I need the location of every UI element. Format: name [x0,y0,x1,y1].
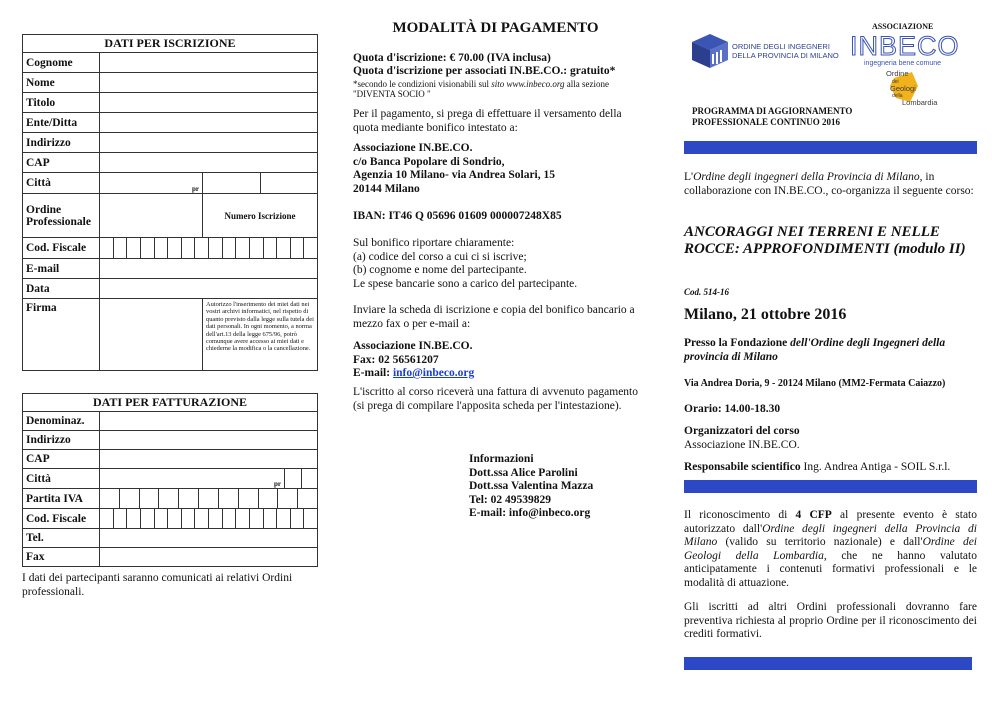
left-note: I dati dei partecipanti saranno comunicati ai relativi Ordini professionali. [22,572,293,598]
indirizzo-field[interactable] [100,133,318,153]
label-data: Data [23,279,100,299]
inbeco-logo: INBECO [850,31,960,61]
invoice-note: L'iscritto al corso riceverà una fattura di avvenuto pagamento (si prega di compilare l'apposita scheda per l'intestazione). [353,386,638,412]
label-fax: Fax [23,548,100,567]
iban: IBAN: IT46 Q 05696 01609 000007248X85 [353,210,562,222]
label-denominaz: Denominaz. [23,412,100,431]
ordine-ingegneri-logo-icon [690,34,730,68]
billing-codfiscale-field[interactable] [100,509,318,529]
citta-field[interactable] [100,173,203,194]
bank-details: Associazione IN.BE.CO. c/o Banca Popolare di Sondrio, Agenzia 10 Milano- via Andrea Solari, 15 20144 Milano [353,142,555,195]
quota-note: *secondo le condizioni visionabili sul sito www.inbeco.org alla sezione "DIVENTA SOCIO " [353,79,609,99]
registration-form [22,34,318,371]
email-link[interactable]: info@inbeco.org [392,367,475,379]
label-billing-cap: CAP [23,450,100,469]
course-date: Milano, 21 ottobre 2016 [684,306,847,323]
label-ordine: Ordine Professionale [23,194,100,238]
contact-block: Associazione IN.BE.CO. Fax: 02 56561207 E-mail: info@inbeco.org [353,340,475,379]
label-codfiscale: Cod. Fiscale [23,238,100,259]
billing-indirizzo-field[interactable] [100,431,318,450]
label-piva: Partita IVA [23,489,100,509]
privacy-text: Autorizzo l'inserimento dei miei dati nei vostri archivi informatici, nel rispetto di quanto previsto dalla legge sulla tutela dei dati personali. In ogni momento, a norma dell'art.13 della legge 675/96, potrò comunque avere accesso ai miei dati e chiederne la modifica o la cancellazione. [203,299,318,371]
programma-label: PROGRAMMA DI AGGIORNAMENTO PROFESSIONALE CONTINUO 2016 [692,106,853,127]
billing-title: DATI PER FATTURAZIONE [23,394,318,412]
ordine-field[interactable] [100,194,203,238]
quota-standard: Quota d'iscrizione: € 70.00 (IVA inclusa) [353,52,551,64]
course-orario: Orario: 14.00-18.30 [684,403,781,415]
label-billing-codfiscale: Cod. Fiscale [23,509,100,529]
label-tel: Tel. [23,529,100,548]
label-email: E-mail [23,259,100,279]
codfiscale-field[interactable] [100,238,318,259]
label-billing-indirizzo: Indirizzo [23,431,100,450]
course-intro: L'Ordine degli ingegneri della Provincia di Milano, in collaborazione con IN.BE.CO., co-organizza il seguente corso: [684,171,974,197]
geologi-logo: Ordine dei Geologi della Lombardia [886,69,938,107]
cfp-text: Il riconoscimento di 4 CFP al presente evento è stato autorizzato dall'Ordine degli ingegneri della Provincia di Milano (valido su territorio nazionale) e dall'Ordine dei Geologi della Lombardia, che ne hanno valutato anticipatamente i contenuti formativi professionali e le modalità di attuazione. [684,509,978,589]
blue-bar-bottom [684,657,972,670]
billing-citta-field[interactable] [100,469,285,489]
label-citta: Città [23,173,100,194]
course-venue: Presso la Fondazione dell'Ordine degli Ingegneri della provincia di Milano [684,337,946,363]
payment-intro: Per il pagamento, si prega di effettuare il versamento della quota mediante bonifico intestato a: [353,108,622,134]
associazione-label: ASSOCIAZIONE [872,22,934,31]
pr-label: pr [192,185,199,193]
billing-cap-field[interactable] [100,450,318,469]
ordine-ingegneri-name: ORDINE DEGLI INGEGNERI DELLA PROVINCIA DI MILANO [732,42,839,60]
label-cognome: Cognome [23,53,100,73]
ente-field[interactable] [100,113,318,133]
billing-form [22,393,318,567]
blue-bar-middle [684,480,977,493]
label-titolo: Titolo [23,93,100,113]
send-instructions: Inviare la scheda di iscrizione e copia del bonifico bancario a mezzo fax o per e-mail a: [353,304,635,330]
other-orders-text: Gli iscritti ad altri Ordini professionali dovranno fare preventiva richiesta al proprio Ordine per il riconoscimento dei crediti formativi. [684,601,977,640]
label-nome: Nome [23,73,100,93]
label-cap: CAP [23,153,100,173]
organizers: Organizzatori del corso Associazione IN.BE.CO. [684,425,800,451]
causale: Sul bonifico riportare chiaramente: (a) codice del corso a cui ci si iscrive; (b) cognome e nome del partecipante. Le spese bancarie sono a carico del partecipante. [353,237,578,290]
label-firma: Firma [23,299,100,371]
label-ente: Ente/Ditta [23,113,100,133]
denominaz-field[interactable] [100,412,318,431]
billing-pr-label: pr [274,480,281,488]
course-address: Via Andrea Doria, 9 - 20124 Milano (MM2-Fermata Caiazzo) [684,378,946,389]
ordine-ingegneri-logo [690,34,730,73]
nome-field[interactable] [100,73,318,93]
email-field[interactable] [100,259,318,279]
course-code: Cod. 514-16 [684,287,729,297]
registration-title: DATI PER ISCRIZIONE [23,35,318,53]
label-indirizzo: Indirizzo [23,133,100,153]
label-numero: Numero Iscrizione [203,194,318,238]
piva-field[interactable] [100,489,318,509]
provincia-field[interactable] [203,173,318,194]
payment-title: MODALITÀ DI PAGAMENTO [392,20,599,36]
data-field[interactable] [100,279,318,299]
course-title: ANCORAGGI NEI TERRENI E NELLE ROCCE: APPROFONDIMENTI (modulo II) [684,224,966,257]
billing-provincia-field[interactable] [285,469,318,489]
inbeco-tagline: ingegneria bene comune [864,60,942,67]
quota-associati: Quota d'iscrizione per associati IN.BE.CO.: gratuito* [353,65,616,77]
cap-field[interactable] [100,153,318,173]
fax-field[interactable] [100,548,318,567]
responsabile: Responsabile scientifico Ing. Andrea Antiga - SOIL S.r.l. [684,461,951,473]
label-billing-citta: Città [23,469,100,489]
tel-field[interactable] [100,529,318,548]
cognome-field[interactable] [100,53,318,73]
blue-bar-top [684,141,977,154]
firma-field[interactable] [100,299,203,371]
info-block: Informazioni Dott.ssa Alice Parolini Dott.ssa Valentina Mazza Tel: 02 49539829 E-mail: info@inbeco.org [469,453,594,519]
titolo-field[interactable] [100,93,318,113]
